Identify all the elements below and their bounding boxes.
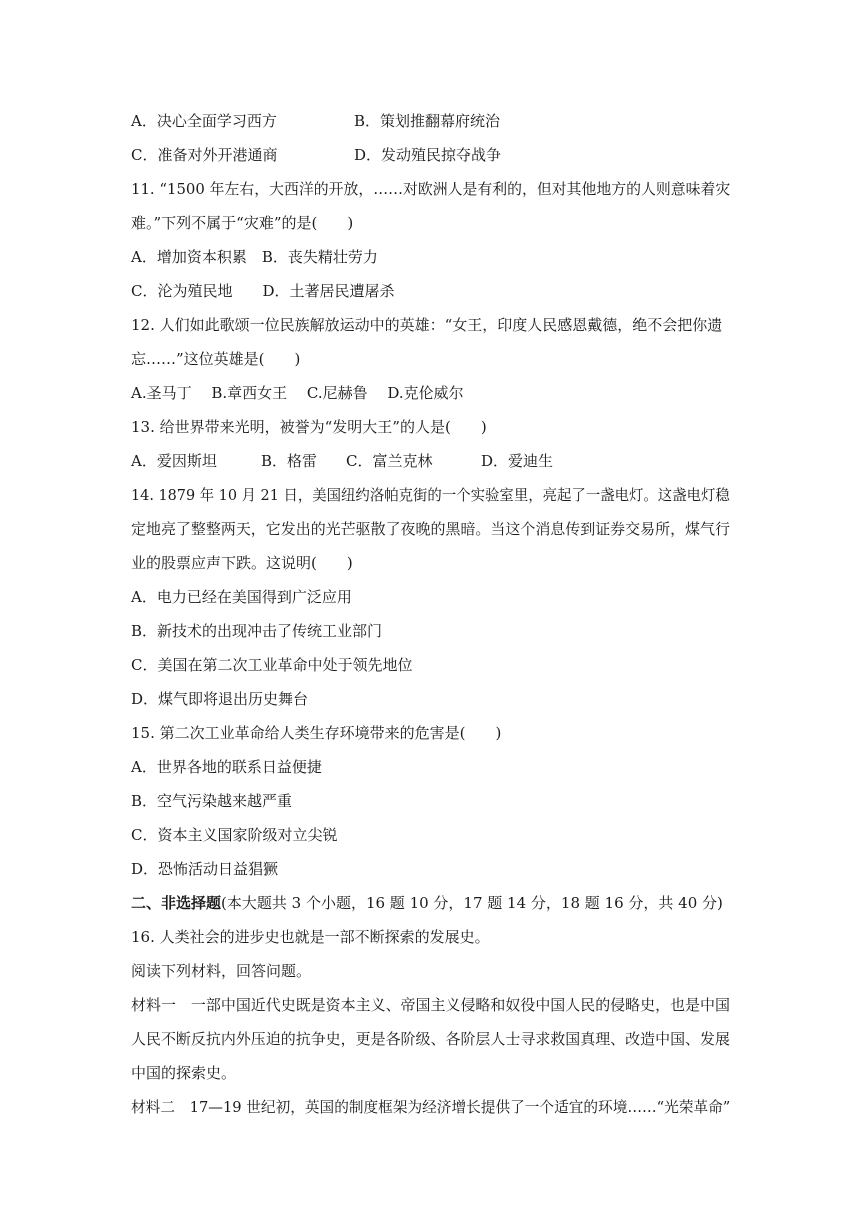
q13-option-b: B．格雷 bbox=[261, 452, 318, 470]
q12-options: A.圣马丁 B.章西女王 C.尼赫鲁 D.克伦威尔 bbox=[131, 384, 464, 402]
q12-stem-line2: 忘……”这位英雄是( ) bbox=[131, 350, 301, 368]
q14-option-b: B．新技术的出现冲击了传统工业部门 bbox=[131, 622, 383, 640]
q16-material1-line3: 中国的探索史。 bbox=[131, 1064, 237, 1082]
q13-option-c: C．富兰克林 bbox=[346, 452, 433, 470]
q16-material2-line1: 材料二 17—19 世纪初，英国的制度框架为经济增长提供了一个适宜的环境……“光荣革命” bbox=[131, 1098, 731, 1116]
q15-option-b: B．空气污染越来越严重 bbox=[131, 792, 293, 810]
q11-stem-line1: 11. “1500 年左右，大西洋的开放，……对欧洲人是有利的，但对其他地方的人则意味着灾 bbox=[131, 180, 731, 198]
q14-option-d: D．煤气即将退出历史舞台 bbox=[131, 690, 309, 708]
section-title: 二、非选择题 bbox=[131, 894, 222, 912]
q12-stem-line1: 12. 人们如此歌颂一位民族解放运动中的英雄：“女王，印度人民感恩戴德，绝不会把你遗 bbox=[131, 316, 723, 334]
q14-stem-line1: 14. 1879 年 10 月 21 日，美国纽约洛帕克街的一个实验室里，亮起了一盏电灯。这盏电灯稳 bbox=[131, 486, 730, 504]
q10-option-a: A．决心全面学习西方 bbox=[131, 112, 277, 130]
q15-option-a: A．世界各地的联系日益便捷 bbox=[131, 758, 322, 776]
q10-option-b: B．策划推翻幕府统治 bbox=[354, 112, 501, 130]
q15-option-c: C．资本主义国家阶级对立尖锐 bbox=[131, 826, 338, 844]
q16-stem: 16. 人类社会的进步史也就是一部不断探索的发展史。 bbox=[131, 928, 490, 946]
q16-instruction: 阅读下列材料，回答问题。 bbox=[131, 962, 312, 980]
q16-material1-line1: 材料一 一部中国近代史既是资本主义、帝国主义侵略和奴役中国人民的侵略史，也是中国 bbox=[131, 996, 730, 1014]
q11-options-line2: C．沦为殖民地 D．土著居民遭屠杀 bbox=[131, 282, 395, 300]
q14-option-a: A．电力已经在美国得到广泛应用 bbox=[131, 588, 352, 606]
q15-stem: 15. 第二次工业革命给人类生存环境带来的危害是( ) bbox=[131, 724, 502, 742]
q13-option-a: A．爱因斯坦 bbox=[131, 452, 217, 470]
q10-option-d: D．发动殖民掠夺战争 bbox=[354, 146, 502, 164]
q14-stem-line2: 定地亮了整整两天，它发出的光芒驱散了夜晚的黑暗。当这个消息传到证券交易所，煤气行 bbox=[131, 520, 730, 538]
q11-options-line1: A．增加资本积累 B．丧失精壮劳力 bbox=[131, 248, 378, 266]
q15-option-d: D．恐怖活动日益猖獗 bbox=[131, 860, 279, 878]
q13-stem: 13. 给世界带来光明，被誉为“发明大王”的人是( ) bbox=[131, 418, 487, 436]
q11-stem-line2: 难。”下列不属于“灾难”的是( ) bbox=[131, 214, 354, 232]
q13-option-d: D．爱迪生 bbox=[481, 452, 554, 470]
q10-option-c: C．准备对外开港通商 bbox=[131, 146, 278, 164]
q14-option-c: C．美国在第二次工业革命中处于领先地位 bbox=[131, 656, 413, 674]
section-heading bbox=[131, 893, 723, 913]
q14-stem-line3: 业的股票应声下跌。这说明( ) bbox=[131, 554, 353, 572]
section-note: (本大题共 3 个小题，16 题 10 分，17 题 14 分，18 题 16 分，共 40 分) bbox=[221, 894, 723, 912]
q16-material1-line2: 人民不断反抗内外压迫的抗争史，更是各阶级、各阶层人士寻求救国真理、改造中国、发展 bbox=[131, 1030, 730, 1048]
